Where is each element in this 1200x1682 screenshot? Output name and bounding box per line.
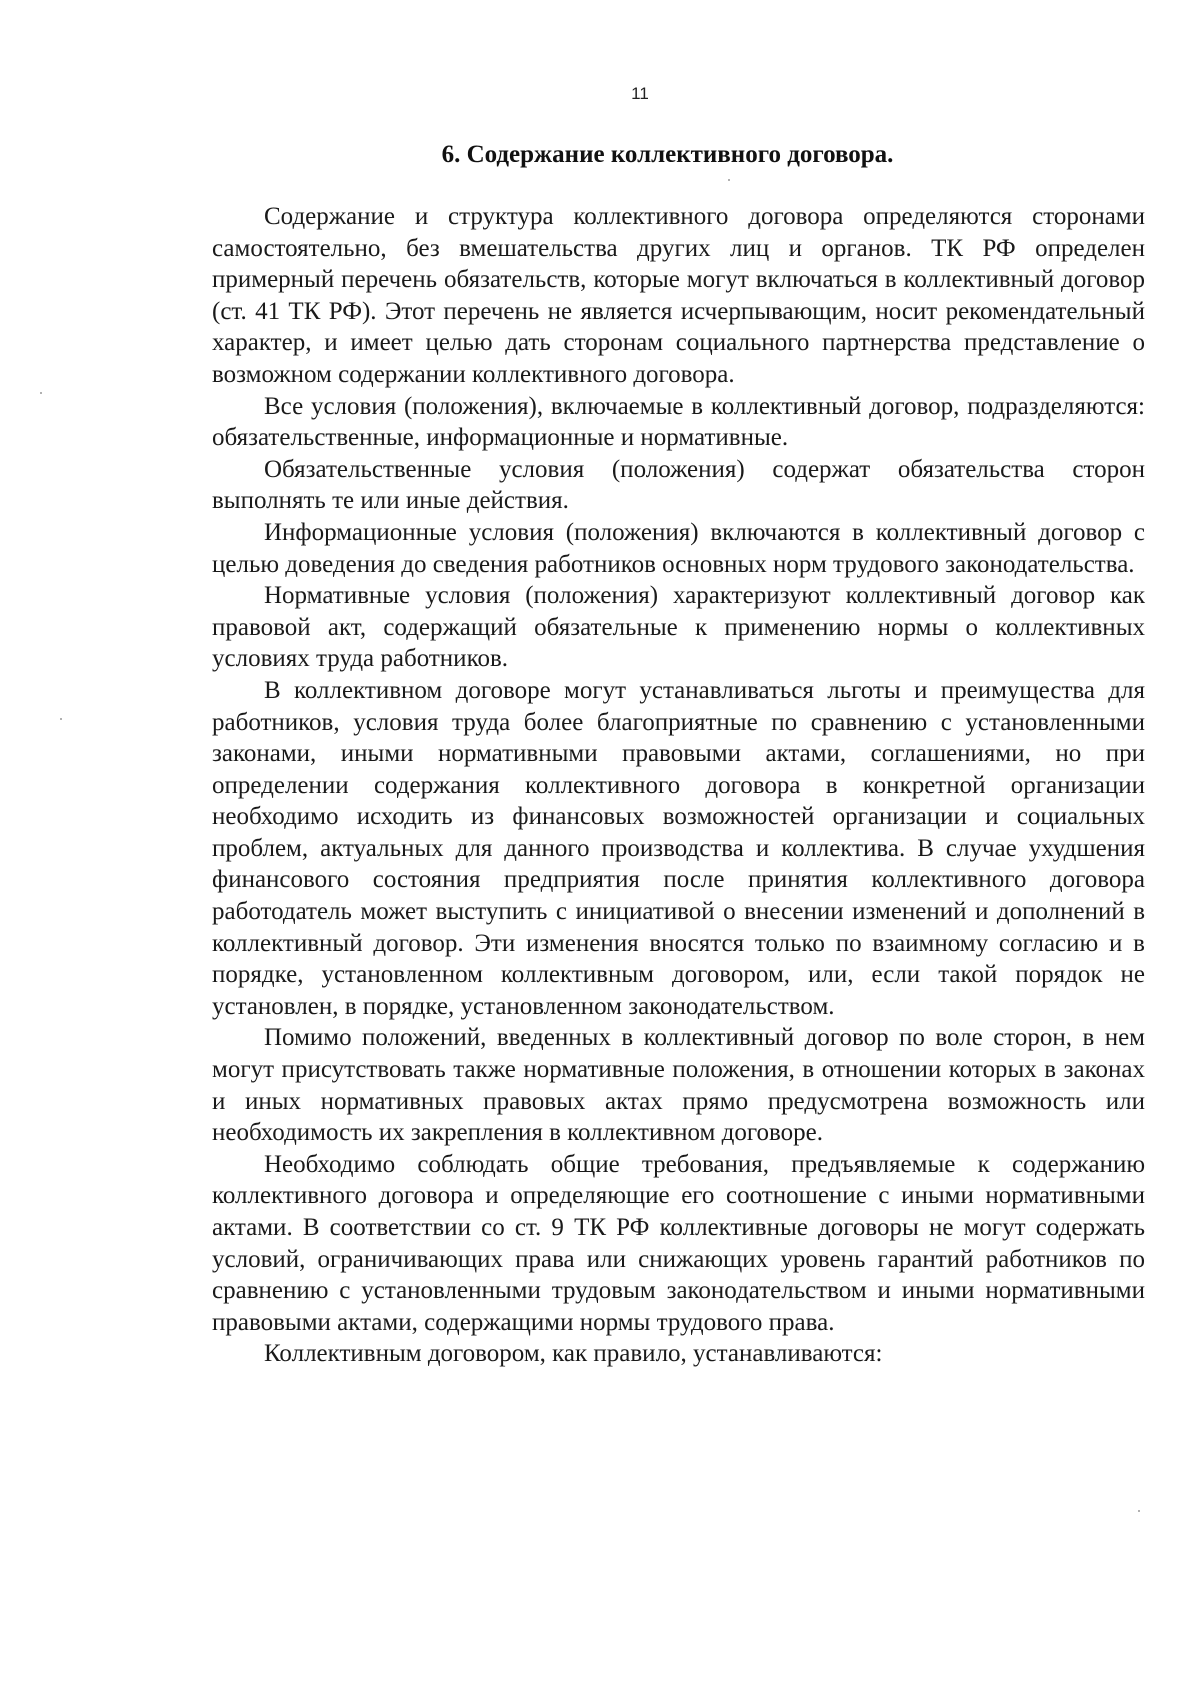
paragraph: Нормативные условия (положения) характеризуют коллективный договор как правовой акт, содержащий обязательные к применению нормы о коллективных условиях труда работников. [212, 582, 1145, 673]
page-number: 11 [631, 84, 649, 103]
scan-artifact [1138, 1510, 1140, 1512]
section-heading: 6. Содержание коллективного договора. [441, 141, 894, 168]
scan-artifact [728, 179, 730, 181]
paragraph: Коллективным договором, как правило, устанавливаются: [264, 1340, 883, 1368]
body-text [212, 201, 1145, 1370]
paragraph: Помимо положений, введенных в коллективный договор по воле сторон, в нем могут присутствовать также нормативные положения, в отношении которых в законах и иных нормативных правовых актах прямо предусмотрена возможность или необходимость их закрепления в коллективном договоре. [212, 1024, 1145, 1147]
scan-artifact [40, 392, 42, 394]
paragraph: Информационные условия (положения) включаются в коллективный договор с целью доведения до сведения работников основных норм трудового законодательства. [212, 518, 1145, 578]
paragraph: Необходимо соблюдать общие требования, предъявляемые к содержанию коллективного договора и определяющие его соотношение с иными нормативными актами. В соответствии со ст. 9 ТК РФ коллективные договоры не могут содержать условий, ограничивающих права или снижающих уровень гарантий работников по сравнению с установленными трудовым законодательством и иными нормативными правовыми актами, содержащими нормы трудового права. [212, 1150, 1145, 1336]
paragraph: Содержание и структура коллективного договора определяются сторонами самостоятельно, без вмешательства других лиц и органов. ТК РФ определен примерный перечень обязательств, которые могут включаться в коллективный договор (ст. 41 ТК РФ). Этот перечень не является исчерпывающим, носит рекомендательный характер, и имеет целью дать сторонам социального партнерства представление о возможном содержании коллективного договора. [212, 203, 1145, 388]
scan-artifact [60, 718, 62, 720]
paragraph: Все условия (положения), включаемые в коллективный договор, подразделяются: обязательственные, информационные и нормативные. [212, 392, 1145, 452]
paragraph: В коллективном договоре могут устанавливаться льготы и преимущества для работников, условия труда более благоприятные по сравнению с установленными законами, иными нормативными правовыми актами, соглашениями, но при определении содержания коллективного договора в конкретной организации необходимо исходить из финансовых возможностей организации и социальных проблем, актуальных для данного производства и коллектива. В случае ухудшения финансового состояния предприятия после принятия коллективного договора работодатель может выступить с инициативой о внесении изменений и дополнений в коллективный договор. Эти изменения вносятся только по взаимному согласию и в порядке, установленном коллективным договором, или, если такой порядок не установлен, в порядке, установленном законодательством. [212, 676, 1145, 1020]
paragraph: Обязательственные условия (положения) содержат обязательства сторон выполнять те или иные действия. [212, 455, 1145, 515]
